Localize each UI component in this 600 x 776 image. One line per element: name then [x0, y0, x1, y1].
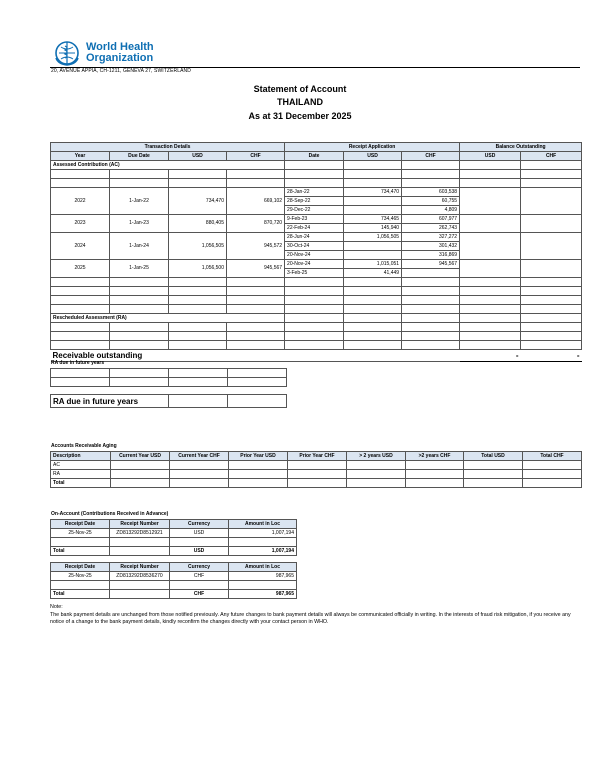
- receipt-chf: 60,755: [402, 197, 460, 206]
- ra-future-total-table: [50, 394, 287, 408]
- col-header: Date: [285, 152, 344, 161]
- usd-cell: 1,056,505: [169, 233, 227, 260]
- receipt-date: 20-Nov-24: [285, 260, 344, 269]
- receipt-date: 28-Sep-22: [285, 197, 344, 206]
- table-row: [51, 188, 582, 197]
- total-amount: 987,965: [229, 590, 297, 599]
- year-cell: 2024: [51, 233, 110, 260]
- table-row: [51, 233, 582, 242]
- col-header: Prior Year CHF: [288, 452, 347, 461]
- on-account-header-row: [51, 520, 297, 529]
- table-row: [51, 378, 287, 387]
- spacer-row: [51, 332, 582, 341]
- spacer-row: [51, 287, 582, 296]
- note-text: The bank payment details are unchanged from those notified previously. Any future changes to bank payment details will always be communicated officially in writing. In the interests of fraud risk mitigation, if you receive any notice of a change to the bank payment details, kindly reconfirm the changes directly with your contact person in WHO.: [50, 612, 571, 625]
- org-address: 20, AVENUE APPIA, CH-1211, GENEVA 27, SWITZERLAND: [51, 68, 191, 74]
- spacer-row: [51, 323, 582, 332]
- table-row: [51, 260, 582, 269]
- receipt-chf: 603,538: [402, 188, 460, 197]
- col-header: >2 years CHF: [406, 452, 464, 461]
- aging-row-label: AC: [51, 461, 111, 470]
- receivable-usd: -: [515, 351, 519, 360]
- col-header: Receipt Number: [110, 563, 170, 572]
- total-currency: USD: [170, 547, 229, 556]
- col-header: Amount in Loc: [229, 563, 297, 572]
- receipt-date: 3-Feb-25: [285, 269, 344, 278]
- receipt-chf: 327,272: [402, 233, 460, 242]
- amount: 1,007,194: [229, 529, 297, 538]
- col-header: CHF: [227, 152, 285, 161]
- receipt-usd: 1,015,051: [344, 260, 402, 269]
- receipt-usd: 145,940: [344, 224, 402, 233]
- chf-cell: 945,572: [227, 233, 285, 260]
- section-ra-row: [51, 314, 582, 323]
- org-name-line2: Organization: [86, 52, 154, 64]
- receipt-chf: 4,809: [402, 206, 460, 215]
- due-date-cell: 1-Jan-24: [110, 233, 169, 260]
- chf-cell: 945,567: [227, 260, 285, 278]
- on-account-header-row: [51, 563, 297, 572]
- ra-future-table: [50, 368, 287, 387]
- statement-title: Statement of Account: [253, 84, 347, 94]
- chf-cell: 870,720: [227, 215, 285, 233]
- receipt-date: 22-Feb-24: [285, 224, 344, 233]
- col-header: Total USD: [464, 452, 523, 461]
- col-header: USD: [169, 152, 227, 161]
- usd-cell: 1,056,500: [169, 260, 227, 278]
- table-row: [51, 529, 297, 538]
- spacer-row: [51, 341, 582, 350]
- table-row: [51, 479, 582, 488]
- spacer-row: [51, 179, 582, 188]
- group-header-row: [51, 143, 582, 152]
- chf-cell: 669,102: [227, 188, 285, 215]
- aging-row-label: RA: [51, 470, 111, 479]
- receipt-usd: 734,470: [344, 188, 402, 197]
- section-ac-label: Assessed Contribution (AC): [51, 161, 285, 170]
- ra-future-small-label: RA due in future years: [51, 360, 105, 366]
- total-currency: CHF: [170, 590, 229, 599]
- col-header: Year: [51, 152, 110, 161]
- col-header: Currency: [170, 563, 229, 572]
- col-header: Receipt Number: [110, 520, 170, 529]
- section-ac-row: [51, 161, 582, 170]
- spacer-row: [51, 305, 582, 314]
- country-title: THAILAND: [277, 97, 323, 107]
- currency: CHF: [170, 572, 229, 581]
- col-header: > 2 years USD: [347, 452, 406, 461]
- as-at-title: As at 31 December 2025: [248, 111, 352, 121]
- spacer-row: [51, 170, 582, 179]
- spacer-row: [51, 581, 297, 590]
- receipt-chf: 945,567: [402, 260, 460, 269]
- amount: 987,965: [229, 572, 297, 581]
- on-account-chf-table: [50, 562, 297, 599]
- receipt-chf: [402, 269, 460, 278]
- org-name-line1: World Health: [86, 41, 154, 53]
- table-row: [51, 572, 297, 581]
- table-row: [51, 215, 582, 224]
- total-row: [51, 590, 297, 599]
- receipt-number: ZD813292D8536270: [110, 572, 170, 581]
- receipt-date: 30-Oct-24: [285, 242, 344, 251]
- receipt-usd: [344, 242, 402, 251]
- col-header: Description: [51, 452, 111, 461]
- on-account-title: On-Account (Contributions Received in Advance): [51, 511, 169, 517]
- spacer-row: [51, 278, 582, 287]
- receipt-usd: [344, 197, 402, 206]
- statement-table: [50, 142, 582, 362]
- receivable-outstanding-label: Receivable outstanding: [51, 350, 460, 362]
- receipt-chf: 262,743: [402, 224, 460, 233]
- receipt-usd: 1,056,505: [344, 233, 402, 242]
- due-date-cell: 1-Jan-22: [110, 188, 169, 215]
- year-cell: 2023: [51, 215, 110, 233]
- column-header-row: [51, 152, 582, 161]
- receipt-date: 20-Nov-24: [285, 251, 344, 260]
- col-header: Receipt Date: [51, 520, 110, 529]
- col-header: Amount in Loc: [229, 520, 297, 529]
- receipt-usd: 734,465: [344, 215, 402, 224]
- receipt-date: 28-Jun-24: [285, 233, 344, 242]
- section-ra-label: Rescheduled Assessment (RA): [51, 314, 285, 323]
- currency: USD: [170, 529, 229, 538]
- receipt-date: 28-Jan-22: [285, 188, 344, 197]
- who-logo: [52, 38, 154, 68]
- total-label: Total: [51, 547, 110, 556]
- col-header: Total CHF: [523, 452, 582, 461]
- col-header: Receipt Date: [51, 563, 110, 572]
- table-row: [51, 369, 287, 378]
- due-date-cell: 1-Jan-23: [110, 215, 169, 233]
- year-cell: 2022: [51, 188, 110, 215]
- aging-row-label: Total: [51, 479, 111, 488]
- receipt-date: 25-Nov-25: [51, 529, 110, 538]
- col-header: Currency: [170, 520, 229, 529]
- receipt-usd: 41,449: [344, 269, 402, 278]
- group-header-transaction: Transaction Details: [51, 143, 285, 152]
- receivable-outstanding-row: [51, 350, 582, 362]
- col-header: CHF: [521, 152, 582, 161]
- receipt-date: 29-Dec-22: [285, 206, 344, 215]
- total-label: Total: [51, 590, 110, 599]
- spacer-row: [51, 296, 582, 305]
- receipt-chf: 607,977: [402, 215, 460, 224]
- receipt-chf: 316,869: [402, 251, 460, 260]
- year-cell: 2025: [51, 260, 110, 278]
- spacer-row: [51, 538, 297, 547]
- usd-cell: 880,405: [169, 215, 227, 233]
- table-row: [51, 395, 287, 408]
- aging-table: [50, 451, 582, 488]
- who-emblem-icon: [52, 38, 82, 68]
- col-header: USD: [460, 152, 521, 161]
- table-row: [51, 461, 582, 470]
- receipt-date: 25-Nov-25: [51, 572, 110, 581]
- on-account-usd-table: [50, 519, 297, 556]
- ra-future-big-label: RA due in future years: [51, 395, 169, 408]
- group-header-balance: Balance Outstanding: [460, 143, 582, 152]
- col-header: CHF: [402, 152, 460, 161]
- due-date-cell: 1-Jan-25: [110, 260, 169, 278]
- col-header: Current Year CHF: [170, 452, 229, 461]
- receipt-chf: 301,432: [402, 242, 460, 251]
- aging-title: Accounts Receivable Aging: [51, 443, 117, 449]
- col-header: Prior Year USD: [229, 452, 288, 461]
- aging-header-row: [51, 452, 582, 461]
- col-header: USD: [344, 152, 402, 161]
- usd-cell: 734,470: [169, 188, 227, 215]
- receivable-chf: -: [576, 351, 580, 360]
- receipt-number: ZD813292D8512921: [110, 529, 170, 538]
- receipt-date: 9-Feb-23: [285, 215, 344, 224]
- col-header: Due Date: [110, 152, 169, 161]
- total-row: [51, 547, 297, 556]
- group-header-receipt: Receipt Application: [285, 143, 460, 152]
- table-row: [51, 470, 582, 479]
- total-amount: 1,007,194: [229, 547, 297, 556]
- receipt-usd: [344, 206, 402, 215]
- col-header: Current Year USD: [111, 452, 170, 461]
- note-label: Note:: [50, 604, 63, 610]
- receipt-usd: [344, 251, 402, 260]
